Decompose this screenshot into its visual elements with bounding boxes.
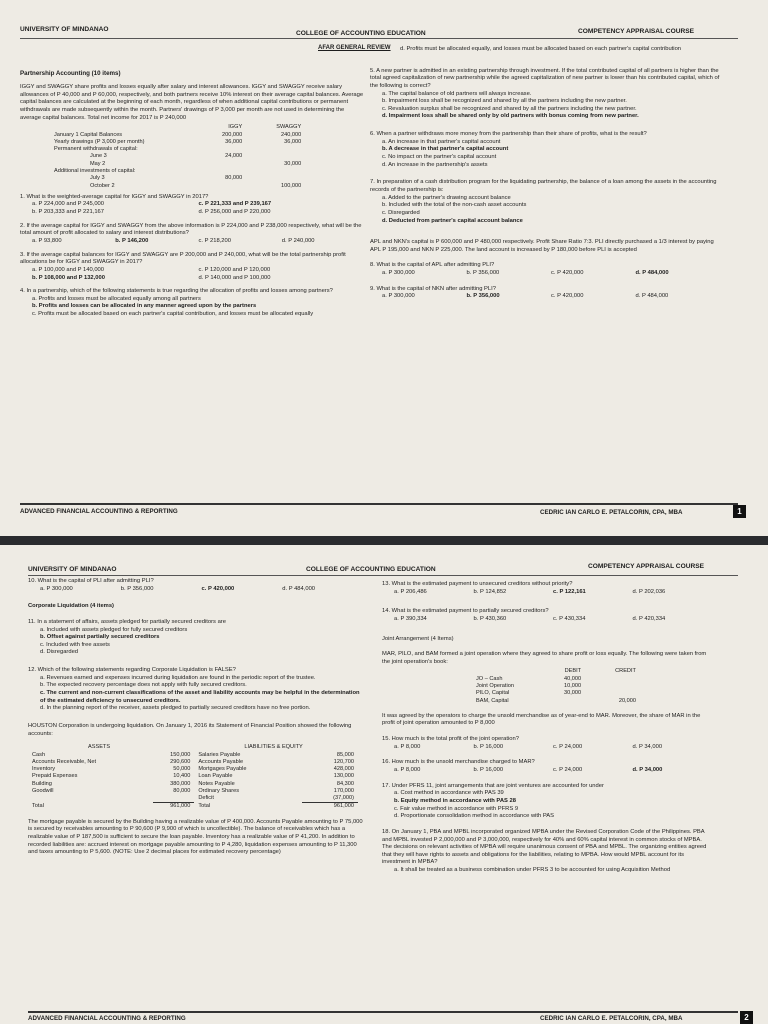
course-name: COMPETENCY APPRAISAL COURSE: [578, 28, 695, 35]
option-b-answer: b. P 356,000: [466, 293, 500, 300]
balance-sheet-table: [28, 744, 358, 810]
option-a: a. P 390,334: [394, 615, 427, 622]
question-2: 2. If the average capital for IGGY and SWAGGY from the above information is P 224,000 and P 238,000 respectively, what will be the total amount of profit allocated to salary and interest distributions? a. P 93,800 b. P 146,200 c. P 218,200 d. P 240,000: [20, 223, 365, 246]
table-row: June 3 24,000: [90, 153, 243, 160]
option-a: a. P 300,000: [382, 293, 415, 300]
option-a: a. P 224,000 and P 245,000: [32, 201, 104, 208]
option-b-answer: b. Equity method in accordance with PAS 28: [394, 797, 516, 804]
agreement-note: It was agreed by the operators to charge the unsold merchandise as of year-end to MAR. Moreover, the share of MAR in the profit of joint operation amounted to P 8,000: [382, 712, 701, 727]
option-c: c. Disregarded: [382, 209, 420, 216]
option-c-answer: c. The current and non-current classifications of the asset and liability accounts may be helpful in the determination of the estimated deficiency to unsecured creditors.: [40, 690, 360, 704]
option-c: c. P 218,200: [198, 237, 231, 244]
option-c: c. P 120,000 and P 120,000: [198, 266, 271, 273]
option-d-answer: d. P 484,000: [635, 270, 669, 277]
table-row: Inventory 50,000 Mortgages Payable 428,000: [32, 766, 354, 773]
university-name: UNIVERSITY OF MINDANAO: [20, 26, 109, 33]
option-c: c. P 24,000: [553, 767, 583, 774]
question-9: 9. What is the capital of NKN after admitting PLI? a. P 300,000 b. P 356,000 c. P 420,000 d. P 484,000: [370, 286, 720, 301]
page-number: 2: [740, 1011, 753, 1024]
liabilities-header: LIABILITIES & EQUITY: [244, 744, 303, 751]
header-rule: [28, 575, 738, 576]
option-a: a. P 206,486: [394, 588, 427, 595]
option-b-answer: b. P 146,200: [115, 237, 149, 244]
option-b: b. Included with the total of the non-cash asset accounts: [382, 202, 527, 209]
option-d: d. Disregarded: [40, 649, 79, 656]
option-c: c. P 420,000: [551, 293, 584, 300]
table-row: Deficit (37,000): [198, 795, 354, 802]
option-d-answer: d. P 34,000: [632, 767, 663, 774]
option-b-answer: b. Offset against partially secured creditors: [40, 634, 160, 641]
option-d: d. P 420,334: [632, 615, 666, 622]
houston-problem: HOUSTON Corporation is undergoing liquidation. On January 1, 2016 its Statement of Financial Position showed the following accounts:: [28, 722, 352, 737]
option-b-answer: b. A decrease in that partner's capital account: [382, 146, 509, 153]
table-row: July 3 80,000: [90, 175, 243, 182]
table-row: Accounts Receivable, Net 290,600 Accounts Payable 120,700: [32, 758, 354, 765]
footer-author: CEDRIC IAN CARLO E. PETALCORIN, CPA, MBA: [540, 1015, 683, 1022]
course-name: COMPETENCY APPRAISAL COURSE: [588, 563, 705, 570]
question-17: 17. Under PFRS 11, joint arrangements that are joint ventures are accounted for under a. Cost method in accordance with PAS 39 b. Equity method in accordance with PAS 28 c. Fair value method in accordance with PFRS 9 d. Proportionate consolidation method in accordance with PAS: [382, 783, 712, 821]
option-d-answer: d. Impairment loss shall be shared only by old partners with bonus coming from new partner.: [382, 113, 639, 120]
option-a: a. Cost method in accordance with PAS 39: [394, 790, 504, 797]
question-4: 4. In a partnership, which of the following statements is true regarding the allocation of profits and losses among partners? a. Profits and losses must be allocated equally among all partners b. Profits and losses can be allocated in any manner agreed upon by the partners c. Profits must be allocated based on each partner's capital contribution, and losses must be allocated equally: [20, 288, 365, 319]
question-7: 7. In preparation of a cash distribution program for the liquidating partnership, the balance of a loan among the assets in the accounting records of the partnership is: a. Added to the partner's drawing account balance b. Included with the total of the non-cash asset accounts c. Disregarded d. Deducted from partner's capital account balance: [370, 179, 720, 225]
option-b-answer: b. Profits and losses can be allocated in any manner agreed upon by the partners: [32, 303, 257, 310]
option-d: d. P 202,036: [632, 588, 666, 595]
option-a: a. Added to the partner's drawing account balance: [382, 194, 511, 201]
option-b: b. P 203,333 and P 221,167: [32, 209, 104, 216]
option-a: a. P 100,000 and P 140,000: [32, 266, 104, 273]
footer-course: ADVANCED FINANCIAL ACCOUNTING & REPORTING: [20, 508, 178, 515]
university-name: UNIVERSITY OF MINDANAO: [28, 566, 117, 573]
question-1: 1. What is the weighted-average capital for IGGY and SWAGGY in 2017? a. P 224,000 and P 245,000 c. P 221,333 and P 239,167 b. P 203,333 and P 221,167 d. P 256,000 and P 220,000: [20, 194, 365, 217]
section-title: Joint Arrangement (4 Items): [382, 635, 454, 642]
college-name: COLLEGE OF ACCOUNTING EDUCATION: [296, 30, 426, 37]
question-6: 6. When a partner withdraws more money from the partnership than their share of profits, what is the result? a. An increase in that partner's capital account b. A decrease in that partner's capital account c. No impact on the partner's capital account d. An increase in the partnership's assets: [370, 131, 720, 169]
option-a: a. P 93,800: [32, 237, 62, 244]
option-c: c. P 420,000: [551, 270, 584, 277]
option-c: c. Fair value method in accordance with PFRS 9: [394, 805, 519, 812]
option-d: d. P 484,000: [635, 293, 669, 300]
option-a: a. Included with assets pledged for fully secured creditors: [40, 626, 188, 633]
option-b: b. P 124,852: [473, 588, 507, 595]
option-a: a. P 300,000: [40, 585, 73, 592]
option-c: c. No impact on the partner's capital account: [382, 154, 497, 161]
q4-option-d: d. Profits must be allocated equally, and losses must be allocated based on each partner's capital contribution: [400, 46, 682, 52]
footer-rule: [28, 1011, 738, 1013]
table-row: Prepaid Expenses 10,400 Loan Payable 130,000: [32, 773, 354, 780]
question-13: 13. What is the estimated payment to unsecured creditors without priority? a. P 206,486 b. P 124,852 c. P 122,161 d. P 202,036: [382, 581, 712, 596]
question-5: 5. A new partner is admitted in an existing partnership through investment. If the total contributed capital of all partners is higher than the total agreed capitalization of new partnership while the agreed capitalization of new partner is lower than his contributed capital, which of the following is correct? a. The capital balance of old partners will always increase. b. Impairment loss shall be recognized and shared by all the partners including the new partner. c. Revaluation surplus shall be recognized and shared by all the partners including the new partner. d. Impairment loss shall be shared only by old partners with bonus coming from new partner.: [370, 67, 720, 120]
option-d: d. P 256,000 and P 220,000: [198, 209, 271, 216]
option-b-answer: b. P 108,000 and P 132,000: [32, 274, 105, 281]
table-row: Permanent withdrawals of capital:: [54, 146, 138, 153]
option-a: a. Profits and losses must be allocated equally among all partners: [32, 295, 201, 302]
table-row: Joint Operation 10,000: [476, 683, 582, 690]
option-a: a. The capital balance of old partners will always increase.: [382, 90, 532, 97]
option-a: a. P 8,000: [394, 767, 421, 774]
col-header: SWAGGY: [276, 124, 302, 131]
option-d: d. In the planning report of the receiver, assets pledged to partially secured creditors have no free portion.: [40, 705, 311, 712]
table-row: January 1 Capital Balances 200,000 240,000: [54, 131, 302, 138]
table-row-total: Total 961,000 Total 961,000: [28, 803, 358, 811]
option-a: a. It shall be treated as a business combination under PFRS 3 to be accounted for using Acquisition Method: [394, 867, 671, 874]
option-b: b. P 356,000: [466, 270, 500, 277]
section-title: Partnership Accounting (10 items): [20, 70, 121, 77]
table-row: Cash 150,000 Salaries Payable 85,000: [32, 751, 354, 758]
option-d: d. P 34,000: [632, 743, 663, 750]
question-3: 3. If the average capital balances for IGGY and SWAGGY are P 200,000 and P 240,000, what will be the total partnership profit allocations be for IGGY and SWAGGY in 2017? a. P 100,000 and P 140,000 c. P 120,000 and P 120,000 b. P 108,000 and P 132,000 d. P 140,000 and P 100,000: [20, 252, 365, 283]
page-number: 1: [733, 505, 746, 518]
col-header: IGGY: [228, 124, 243, 131]
table-row: Additional investments of capital:: [54, 167, 136, 174]
footer-course: ADVANCED FINANCIAL ACCOUNTING & REPORTING: [28, 1015, 186, 1022]
option-b: b. P 356,000: [120, 585, 154, 592]
table-row: Goodwill 80,000 Ordinary Shares 170,000: [32, 787, 354, 794]
option-a: a. P 8,000: [394, 743, 421, 750]
option-c: c. P 24,000: [553, 743, 583, 750]
footer-author: CEDRIC IAN CARLO E. PETALCORIN, CPA, MBA: [540, 509, 683, 516]
option-b: b. P 16,000: [473, 767, 504, 774]
question-15: 15. How much is the total profit of the joint operation? a. P 8,000 b. P 16,000 c. P 24,000 d. P 34,000: [382, 736, 712, 751]
option-d: d. Proportionate consolidation method in accordance with PAS: [394, 813, 555, 820]
question-12: 12. Which of the following statements regarding Corporate Liquidation is FALSE? a. Revenues earned and expenses incurred during liquidation are found in the periodic report of the trustee. b. The expected recovery percentage does not apply with fully secured creditors. c. The current and non-current classifications of the asset and liability accounts may be helpful in the determination of the estimated deficiency to unsecured creditors. d. In the planning report of the receiver, assets pledged to partially secured creditors have no free portion.: [28, 667, 363, 713]
mortgage-note: The mortgage payable is secured by the Building having a realizable value of P 400,000. Accounts Payable amounting to P 75,000 is secured by receivables amounting to P 90,600 (P 9,900 of which is uncollectible). The balance of receivables which has a realizable value of P 187,500 is sufficient to secure the loan payable. Inventory has a realizable value of P 41,200. In addition to recorded liabilities are: accrued interest on mortgage payable amounting to P 4,280, liquidation expenses amounting to P 11,300 and taxes amounting to P 5,600. (NOTE: Use 2 decimal places for estimated recovery percentage): [28, 818, 363, 856]
option-a: a. P 300,000: [382, 270, 415, 277]
table-row: Building 380,000 Notes Payable 84,300: [32, 780, 354, 787]
footer-rule: [20, 503, 738, 505]
left-column: [20, 70, 365, 319]
joint-operation-table: DEBIT CREDIT JO – Cash 40,000 Joint Operation 10,000 PILO, Capital 30,000 BAM, Capital 20,000: [472, 668, 640, 704]
table-row: October 2 100,000: [90, 182, 302, 189]
option-c-answer: c. P 122,161: [553, 588, 586, 595]
right-column: [382, 581, 712, 875]
question-10: 10. What is the capital of PLI after admitting PLI? a. P 300,000 b. P 356,000 c. P 420,000 d. P 484,000: [28, 578, 363, 593]
option-b: b. Impairment loss shall be recognized and shared by all the partners including the new partner.: [382, 98, 627, 105]
table-row: PILO, Capital 30,000: [476, 690, 582, 697]
question-14: 14. What is the estimated payment to partially secured creditors? a. P 390,334 b. P 430,360 c. P 430,334 d. P 420,334: [382, 608, 712, 623]
table-row: May 2 30,000: [90, 160, 302, 167]
option-b: b. P 16,000: [473, 743, 504, 750]
capital-table: [50, 124, 305, 189]
review-title: AFAR GENERAL REVIEW: [318, 45, 391, 51]
table-row: JO – Cash 40,000: [476, 675, 582, 682]
option-c: c. Included with free assets: [40, 641, 110, 648]
joint-operation-problem: MAR, PILO, and BAM formed a joint operation where they agreed to share profit or loss equally. The following were taken from the joint operation's book:: [382, 651, 707, 665]
table-row: Yearly drawings (P 3,000 per month) 36,000 36,000: [54, 138, 302, 145]
question-16: 16. How much is the unsold merchandise charged to MAR? a. P 8,000 b. P 16,000 c. P 24,000 d. P 34,000: [382, 759, 712, 774]
option-c-answer: c. P 221,333 and P 239,167: [198, 201, 272, 208]
option-d-answer: d. Deducted from partner's capital account balance: [382, 217, 523, 224]
option-b: b. The expected recovery percentage does not apply with fully secured creditors.: [40, 682, 247, 689]
right-column: [370, 46, 720, 301]
left-column: [28, 578, 363, 857]
assets-header: ASSETS: [88, 744, 111, 751]
option-c: c. P 430,334: [553, 615, 586, 622]
question-18: 18. On January 1, PBA and MPBL incorporated organized MPBA under the Revised Corporation Code of the Philippines. PBA and MPBL invested P 2,000,000 and P 3,000,000, respectively for 40% and 60% capital interest in common stocks of MPBA. The decisions on relevant activities of MPBA will require unanimous consent of PBA and MPBL. The organizing entities agreed that they will have rights to assets and obligations for the liabilities, relating to MPBA. How would MPBL account for its investment in MPBA? a. It shall be treated as a business combination under PFRS 3 to be accounted for using Acquisition Method: [382, 829, 712, 875]
option-d: d. P 484,000: [282, 585, 316, 592]
option-c: c. Profits must be allocated based on each partner's capital contribution, and losses must be allocated equally: [32, 311, 314, 318]
question-11: 11. In a statement of affairs, assets pledged for partially secured creditors are a. Included with assets pledged for fully secured creditors b. Offset against partially secured creditors c. Included with free assets d. Disregarded: [28, 619, 363, 657]
option-c-answer: c. P 420,000: [201, 585, 235, 592]
page-2: [0, 545, 768, 1024]
section-title: Corporate Liquidation (4 items): [28, 603, 114, 610]
option-c: c. Revaluation surplus shall be recognized and shared by all the partners including the new partner.: [382, 105, 637, 112]
problem-intro: IGGY and SWAGGY share profits and losses equally after salary and interest allowances. IGGY and SWAGGY receive salary allowances of P 40,000 and P 60,000, respectively, and both partners receive 10% interest on their average capital balances. Average capital balances are calculated at the beginning of each month, regardless of when additional capital contributions or permanent withdrawals are made subsequently within the month. Partners' drawings of P 3,000 per month are not used in determining the average capital balances. Total net income for 2017 is P 240,000: [20, 84, 364, 121]
option-d: d. An increase in the partnership's assets: [382, 161, 488, 168]
option-d: d. P 240,000: [281, 237, 315, 244]
option-d: d. P 140,000 and P 100,000: [198, 274, 271, 281]
option-a: a. An increase in that partner's capital account: [382, 138, 501, 145]
question-8: 8. What is the capital of APL after admitting PLI? a. P 300,000 b. P 356,000 c. P 420,000 d. P 484,000: [370, 262, 720, 277]
apl-problem: APL and NKN's capital is P 600,000 and P 480,000 respectively. Profit Share Ratio 7:3. PLI directly purchased a 1/3 interest by paying APL P 195,000 and NKN P 225,000. The land account is increased by P 180,000 before PLI is accepted: [370, 239, 714, 253]
option-a: a. Revenues earned and expenses incurred during liquidation are found in the periodic report of the trustee.: [40, 674, 316, 681]
header-rule: [20, 38, 738, 39]
table-row: BAM, Capital 20,000: [476, 697, 636, 704]
page-gap: [0, 536, 768, 545]
option-b: b. P 430,360: [473, 615, 507, 622]
college-name: COLLEGE OF ACCOUNTING EDUCATION: [306, 566, 436, 573]
